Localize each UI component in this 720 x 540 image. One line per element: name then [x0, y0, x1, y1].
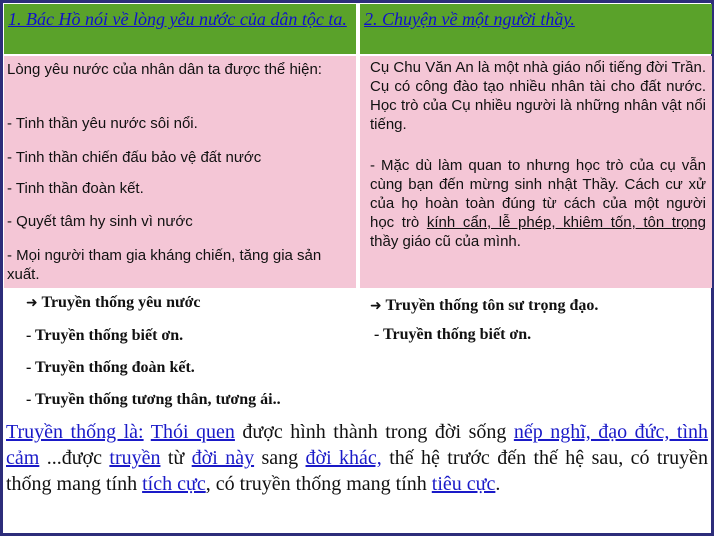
left-tradition-4: - Truyền thống tương thân, tương ái..	[26, 391, 281, 408]
right-para-2-end: thầy giáo cũ của mình.	[370, 233, 521, 250]
bullet-5: - Mọi người tham gia kháng chiến, tăng gia sản xuất.	[7, 247, 322, 283]
definition-label: Truyền thống là:	[6, 421, 144, 443]
right-panel	[360, 56, 712, 288]
right-para-2-start: - Mặc dù làm quan to nhưng học trò của cụ vẫn cùng bạn đến mừng sinh nhật Thầy. Cách cư xử của họ hoàn toàn đúng từ cách của một người học trò	[370, 157, 706, 231]
definition-text-2: ...được	[39, 447, 110, 469]
left-tradition-1-text: Truyền thống yêu nước	[41, 294, 201, 311]
definition-keyword-6: tiêu cực	[431, 473, 496, 495]
definition-text-5: thế hệ trước đến thế hệ sau, có truyền thống mang tính	[6, 447, 708, 495]
bullet-3: - Tinh thần đoàn kết.	[7, 180, 144, 197]
tradition-definition	[6, 419, 708, 497]
bullet-1: - Tinh thần yêu nước sôi nổi.	[7, 115, 198, 132]
left-header	[4, 4, 356, 54]
right-para-2-underlined: kính cẩn, lễ phép, khiêm tốn, tôn trọng	[426, 214, 706, 231]
left-tradition-3: - Truyền thống đoàn kết.	[26, 359, 195, 376]
bullet-4: - Quyết tâm hy sinh vì nước	[7, 213, 193, 230]
definition-keyword-5: tích cực	[142, 473, 206, 495]
definition-term: Thói quen	[150, 421, 235, 443]
left-tradition-2: - Truyền thống biết ơn.	[26, 327, 184, 344]
definition-keyword-4: đời khác,	[305, 447, 382, 469]
right-heading: 2. Chuyện về một người thầy.	[364, 9, 575, 29]
definition-text-3: từ	[160, 447, 192, 469]
right-header	[360, 4, 712, 54]
right-tradition-1	[370, 297, 598, 315]
left-heading: 1. Bác Hồ nói về lòng yêu nước của dân tộc ta.	[8, 9, 347, 29]
definition-text-1: được hình thành trong đời sống	[234, 421, 514, 443]
definition-keyword-3: đời này	[191, 447, 255, 469]
definition-keyword-1: nếp nghĩ, đạo đức, tình cảm	[6, 421, 709, 469]
definition-text-6: , có truyền thống mang tính	[205, 473, 432, 495]
right-para-1: Cụ Chu Văn An là một nhà giáo nổi tiếng đời Trần. Cụ có công đào tạo nhiều nhân tài cho đất nước. Học trò của Cụ nhiều người là những nhân vật nổi tiếng.	[370, 59, 706, 133]
right-para-2	[370, 156, 706, 251]
left-panel	[4, 56, 356, 288]
left-tradition-1	[26, 294, 201, 312]
right-tradition-1-text: Truyền thống tôn sư trọng đạo.	[385, 297, 599, 314]
left-intro: Lòng yêu nước của nhân dân ta được thể hiện:	[7, 61, 322, 78]
bullet-2: - Tinh thần chiến đấu bảo vệ đất nước	[7, 149, 262, 166]
arrow-right-icon: ➜	[370, 298, 382, 314]
definition-keyword-2: truyền	[109, 447, 161, 469]
right-tradition-2: - Truyền thống biết ơn.	[374, 326, 532, 343]
arrow-right-icon: ➜	[26, 295, 38, 311]
definition-text-7: .	[495, 473, 501, 495]
definition-text-4: sang	[254, 447, 306, 469]
